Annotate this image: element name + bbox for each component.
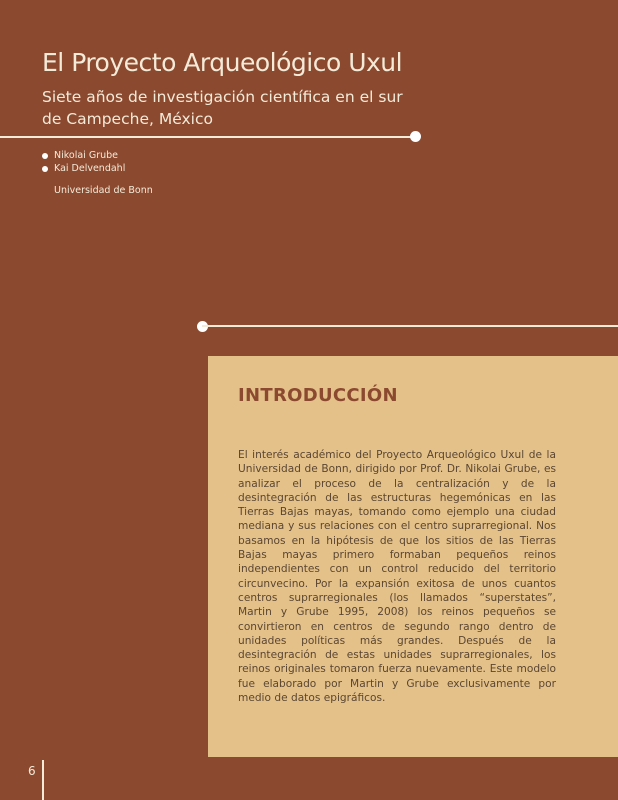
bullet-icon bbox=[42, 166, 48, 172]
section-body: El interés académico del Proyecto Arqueológico Uxul de la Universidad de Bonn, dirigido por Prof. Dr. Nikolai Grube, es analizar el proceso de la centralización y de la desintegración de las estructuras hegemónicas en las Tierras Bajas mayas, tomando como ejemplo una ciudad mediana y sus relaciones con el centro suprarregional. Nos basamos en la hipótesis de que los sitios de las Tierras Bajas mayas primero formaban pequeños reinos independientes con un control reducido del territorio circunvecino. Por la expansión exitosa de unos cuantos centros suprarregionales (los llamados “superstates”, Martin y Grube 1995, 2008) los reinos pequeños se convirtieron en centros de segundo rango dentro de unidades políticas más grandes. Después de la desintegración de estas unidades suprarregionales, los reinos originales tomaron fuerza nuevamente. Este modelo fue elaborado por Martin y Grube exclusivamente por medio de datos epigráficos. bbox=[238, 449, 556, 705]
author-list bbox=[42, 149, 125, 175]
article-title: El Proyecto Arqueológico Uxul bbox=[42, 48, 403, 77]
author-name: Kai Delvendahl bbox=[54, 163, 126, 174]
page-number-divider bbox=[42, 760, 44, 800]
author-item bbox=[42, 149, 125, 162]
author-name: Nikolai Grube bbox=[54, 150, 119, 161]
page-number: 6 bbox=[28, 764, 36, 778]
section-heading: INTRODUCCIÓN bbox=[238, 385, 398, 406]
bullet-icon bbox=[42, 153, 48, 159]
introduction-panel bbox=[208, 356, 618, 757]
title-underline-dot bbox=[410, 131, 421, 142]
article-subtitle: Siete años de investigación científica en el sur de Campeche, México bbox=[42, 88, 403, 128]
author-affiliation: Universidad de Bonn bbox=[54, 185, 153, 196]
author-item bbox=[42, 162, 125, 175]
section-rule bbox=[202, 325, 618, 327]
title-underline bbox=[0, 136, 412, 138]
